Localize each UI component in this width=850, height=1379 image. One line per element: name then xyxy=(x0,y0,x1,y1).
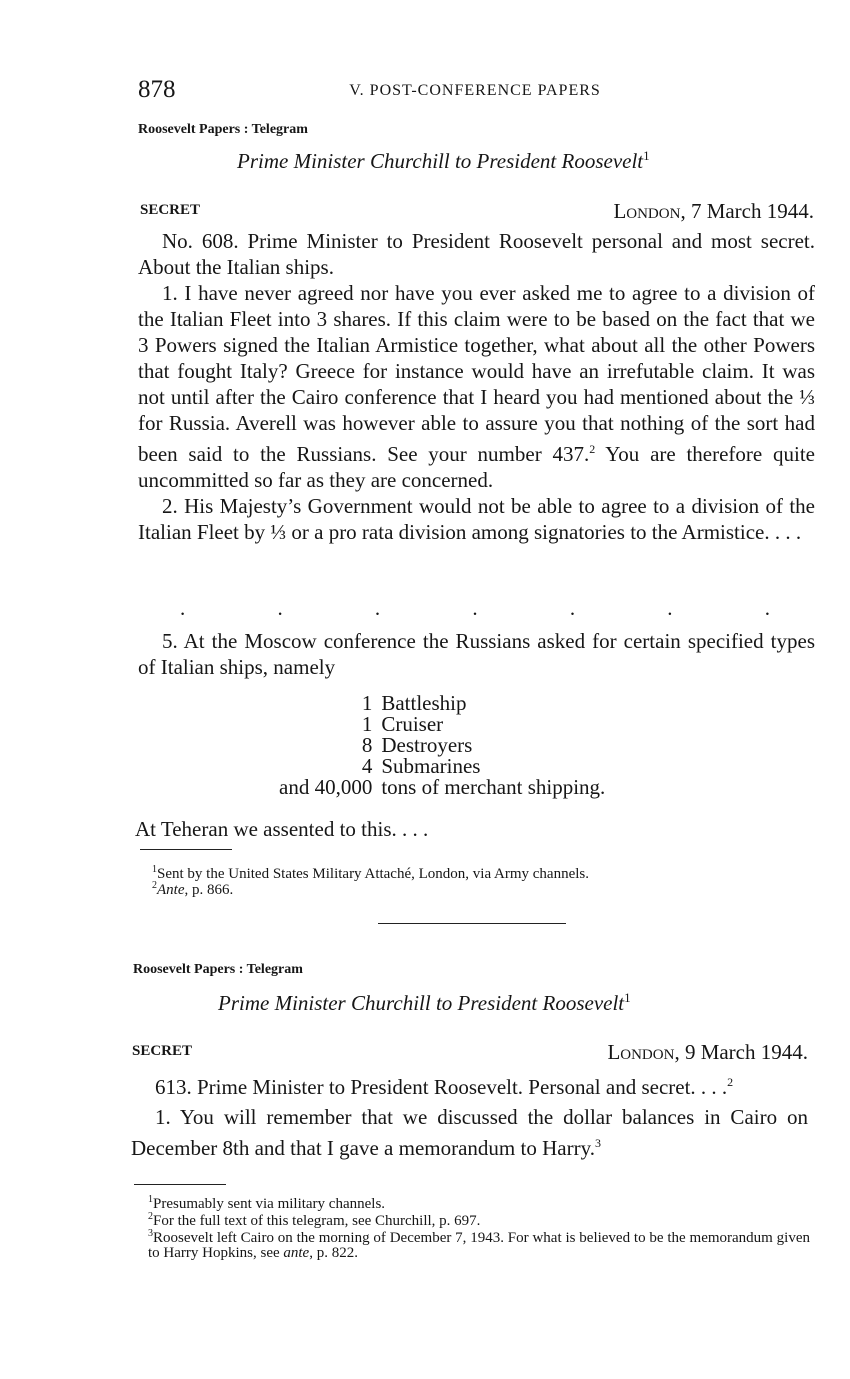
doc2-para-1-footnote-mark: 3 xyxy=(594,1136,601,1150)
footnote-text: , p. 866. xyxy=(184,882,234,898)
doc1-para-2: 2. His Majesty’s Government would not be able to agree to a division of the Italian Fleet by ⅓ or a pro rata division among signatories to the Armistice. . . . xyxy=(138,494,815,544)
ships-qty: 4 xyxy=(361,754,373,778)
doc1-footnote-2 xyxy=(152,878,233,898)
doc2-place: London xyxy=(607,1040,675,1064)
ships-item: Destroyers xyxy=(381,733,473,757)
footnote-text-italic: Ante xyxy=(157,882,185,898)
doc1-title-text: Prime Minister Churchill to President Roosevelt xyxy=(237,149,644,173)
running-head: V. POST-CONFERENCE PAPERS xyxy=(349,82,601,99)
ships-item: Submarines xyxy=(381,754,481,778)
footnote-mark: 3 xyxy=(148,1228,153,1239)
ships-row xyxy=(279,693,605,714)
doc1-place-date xyxy=(613,199,814,224)
doc2-place-date xyxy=(607,1040,808,1065)
footnote-mark: 2 xyxy=(148,1211,153,1222)
doc1-place: London xyxy=(613,199,681,223)
section-divider xyxy=(378,923,566,924)
doc1-closing: At Teheran we assented to this. . . . xyxy=(135,817,429,841)
ships-row xyxy=(279,714,605,735)
doc2-title xyxy=(218,990,631,1016)
ellipsis-dots: . . . . . . . xyxy=(180,596,770,620)
ships-list xyxy=(279,693,605,798)
footnote-mark: 1 xyxy=(152,864,157,875)
doc1-title xyxy=(237,148,650,174)
footnote-mark: 2 xyxy=(152,880,157,891)
doc1-para-5: 5. At the Moscow conference the Russians asked for certain specified types of Italian ships, namely xyxy=(138,629,815,679)
doc1-para-1-text: 1. I have never agreed nor have you ever asked me to agree to a division of the Italian Fleet into 3 shares. If this claim were to be based on the fact that we 3 Powers signed the Italian Armistice together, what about all the other Powers that fought Italy? Greece for instance would have an irrefutable claim. It was not until after the Cairo conference that I heard you had mentioned about the ⅓ for Russia. Averell was however able to assure you that nothing of the sort had been said to the Russians. See your number 437. xyxy=(138,281,815,466)
doc2-date: , 9 March 1944. xyxy=(674,1040,808,1064)
doc2-source: Roosevelt Papers : Telegram xyxy=(133,962,303,977)
doc1-source: Roosevelt Papers : Telegram xyxy=(138,122,308,137)
page-number: 878 xyxy=(138,76,176,103)
doc2-title-text: Prime Minister Churchill to President Roosevelt xyxy=(218,991,625,1015)
doc2-para-1-text: 1. You will remember that we discussed the dollar balances in Cairo on December 8th and that I gave a memorandum to Harry. xyxy=(131,1105,808,1160)
doc2-footnote-3 xyxy=(148,1226,810,1261)
doc1-para-1 xyxy=(138,280,815,493)
doc2-title-footnote-mark: 1 xyxy=(624,990,631,1005)
doc2-para-intro xyxy=(131,1069,808,1100)
ships-row xyxy=(279,756,605,777)
doc1-body xyxy=(138,228,815,545)
doc1-para-1-footnote-mark: 2 xyxy=(589,442,596,456)
footnote-text: Roosevelt left Cairo on the morning of December 7, 1943. For what is believed to be the memorandum given to Harry Hopkins, see xyxy=(148,1230,810,1261)
doc1-classification: SECRET xyxy=(140,202,201,218)
ships-item: tons of merchant shipping. xyxy=(381,775,606,799)
doc1-title-footnote-mark: 1 xyxy=(643,148,650,163)
doc1-para-1-cont: You are therefore quite uncommitted so far as they are concerned. xyxy=(138,442,815,492)
ships-item: Battleship xyxy=(381,691,467,715)
footnote-rule xyxy=(140,849,232,850)
ships-row xyxy=(279,735,605,756)
doc2-classification: SECRET xyxy=(132,1043,193,1059)
footnote-text: Sent by the United States Military Attaché, London, via Army channels. xyxy=(157,866,590,882)
footnote-rule xyxy=(134,1184,226,1185)
footnote-mark: 1 xyxy=(148,1194,153,1205)
footnote-text-italic: ante xyxy=(283,1245,310,1261)
ships-qty: 8 xyxy=(361,733,373,757)
doc1-para-intro: No. 608. Prime Minister to President Roosevelt personal and most secret. About the Italian ships. xyxy=(138,229,815,279)
ships-qty: and 40,000 xyxy=(279,775,373,799)
doc2-body xyxy=(131,1069,808,1161)
footnote-text: Presumably sent via military channels. xyxy=(153,1196,386,1212)
ships-item: Cruiser xyxy=(381,712,444,736)
doc2-para-intro-footnote-mark: 2 xyxy=(727,1075,734,1089)
doc2-para-intro-text: 613. Prime Minister to President Roosevelt. Personal and secret. . . . xyxy=(155,1075,728,1099)
doc1-date: , 7 March 1944. xyxy=(680,199,814,223)
doc1-para-5-wrap xyxy=(138,628,815,680)
footnote-text: For the full text of this telegram, see Churchill, p. 697. xyxy=(153,1213,481,1229)
doc2-para-1 xyxy=(131,1104,808,1161)
ships-qty: 1 xyxy=(361,691,373,715)
footnote-text: , p. 822. xyxy=(309,1245,358,1261)
ships-row xyxy=(279,777,605,798)
ships-qty: 1 xyxy=(361,712,373,736)
